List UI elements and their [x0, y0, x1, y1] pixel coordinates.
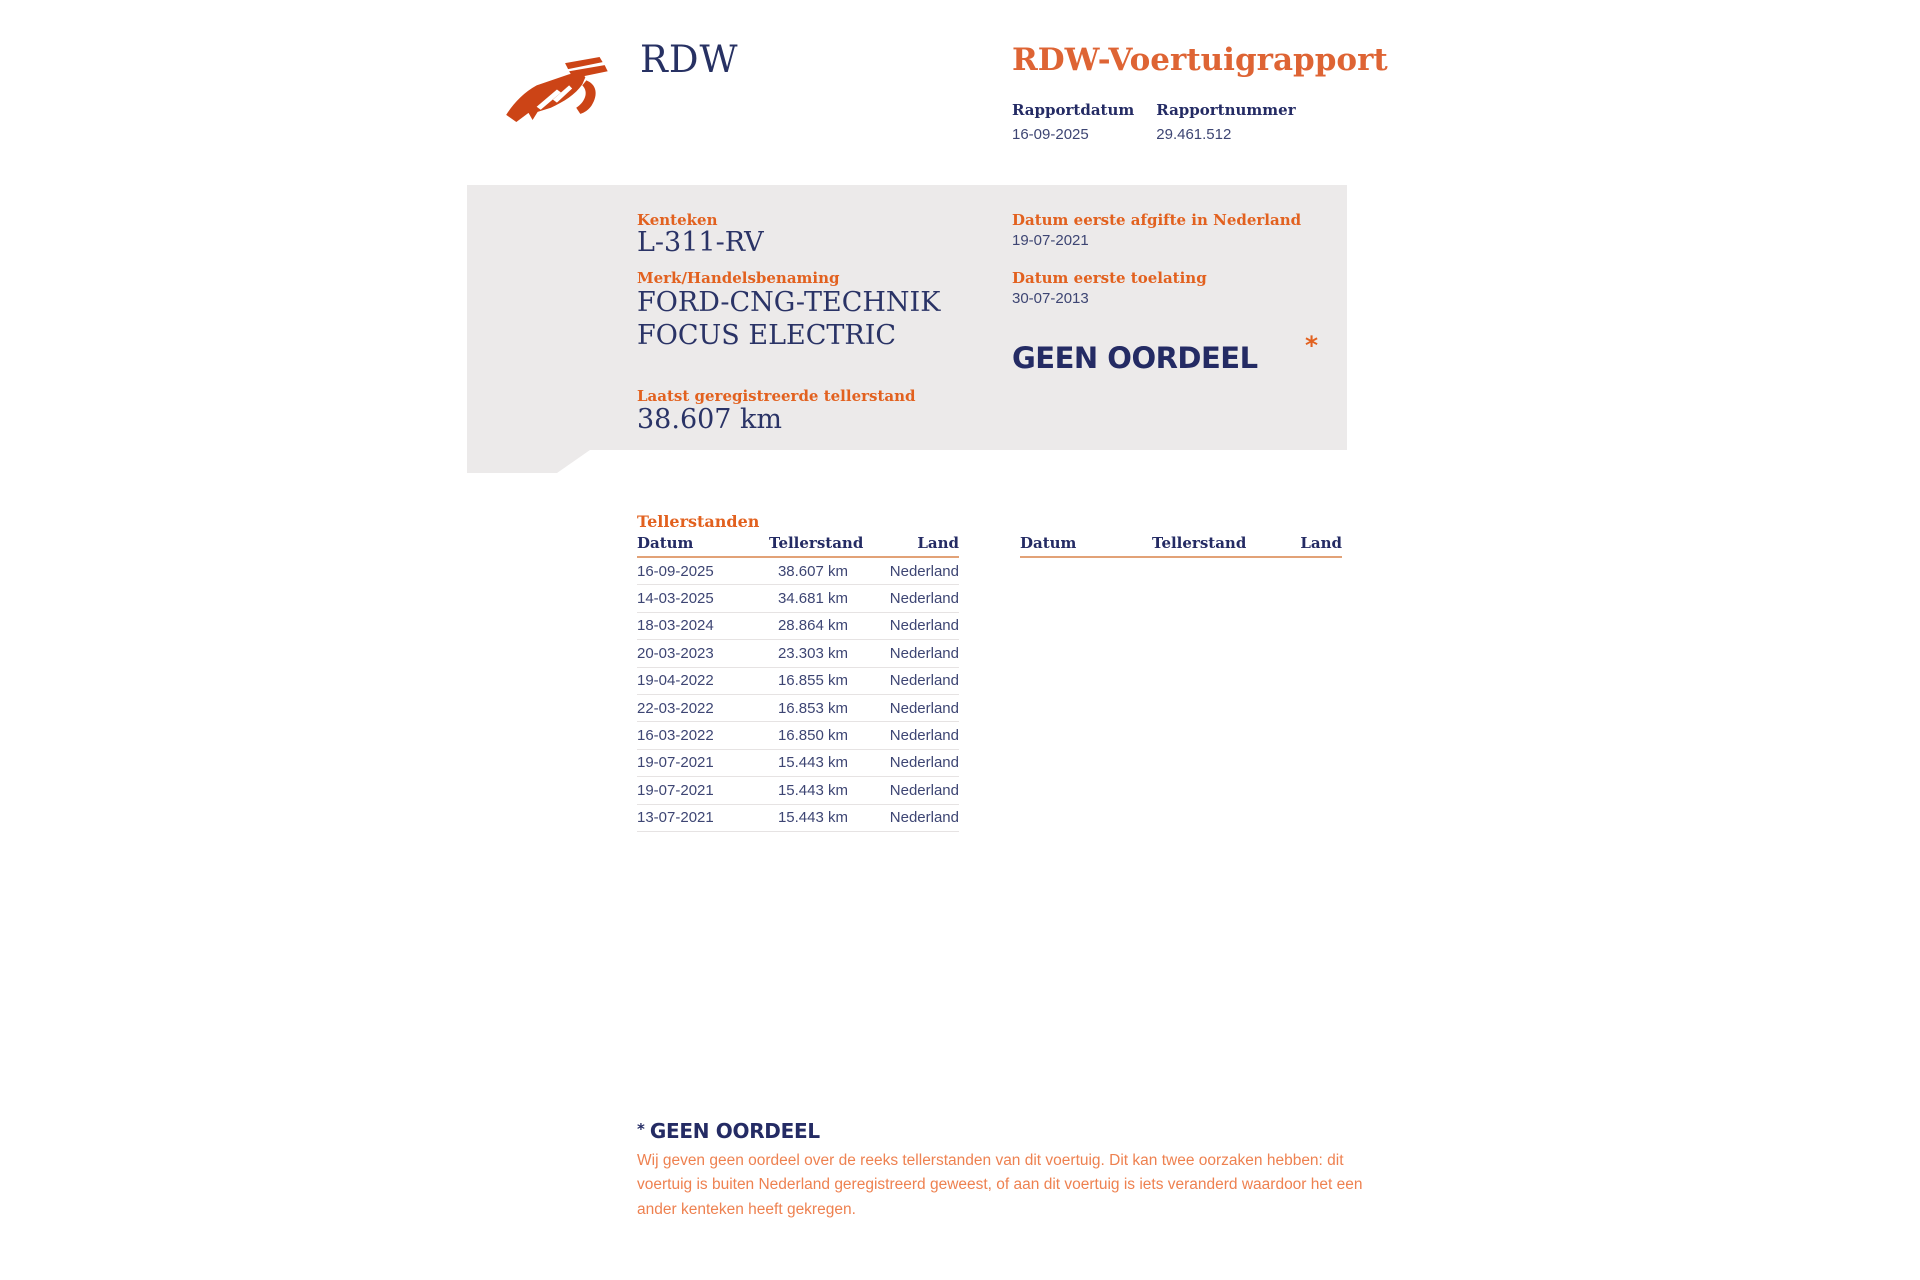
- column-header-datum: Datum: [637, 534, 694, 552]
- rdw-logo-icon: [504, 57, 618, 124]
- report-number-value: 29.461.512: [1156, 126, 1232, 143]
- footnote-asterisk: *: [637, 1120, 645, 1138]
- tellerstanden-table: [637, 534, 959, 832]
- oordeel-asterisk: *: [1305, 331, 1319, 360]
- table-cell: Nederland: [889, 699, 959, 717]
- merk-value-line1: FORD-CNG-TECHNIK: [637, 287, 941, 318]
- merk-value-line2: FOCUS ELECTRIC: [637, 320, 897, 351]
- footnote-title: GEEN OORDEEL: [649, 1119, 820, 1143]
- table-cell: Nederland: [889, 562, 959, 580]
- tellerstand-value: 38.607 km: [637, 404, 783, 435]
- table-cell: Nederland: [889, 617, 959, 635]
- table-body: [637, 558, 959, 832]
- table-cell: 16.855 km: [777, 672, 848, 690]
- table-row: [637, 695, 959, 722]
- table-header-row: [1020, 534, 1342, 558]
- report-date-label: Rapportdatum: [1012, 101, 1135, 119]
- afgifte-label: Datum eerste afgifte in Nederland: [1012, 211, 1302, 229]
- report-date-value: 16-09-2025: [1012, 126, 1089, 143]
- table-cell: 15.443 km: [777, 781, 848, 799]
- page-title: RDW-Voertuigrapport: [1012, 42, 1388, 78]
- table-cell: 13-07-2021: [637, 809, 714, 827]
- table-cell: 15.443 km: [777, 809, 848, 827]
- table-cell: 28.864 km: [777, 617, 848, 635]
- table-cell: 15.443 km: [777, 754, 848, 772]
- table-cell: 19-07-2021: [637, 781, 714, 799]
- footnote-heading: [637, 1119, 820, 1143]
- table-cell: 22-03-2022: [637, 699, 714, 717]
- column-header-tellerstand: Tellerstand: [1152, 534, 1247, 552]
- table-header-row: [637, 534, 959, 558]
- table-cell: Nederland: [889, 727, 959, 745]
- table-row: [637, 585, 959, 612]
- tellerstand-label: Laatst geregistreerde tellerstand: [637, 387, 916, 405]
- table-cell: 14-03-2025: [637, 590, 714, 608]
- tellerstanden-table-secondary: [1020, 534, 1342, 558]
- table-cell: 34.681 km: [777, 590, 848, 608]
- column-header-land: Land: [917, 534, 959, 552]
- table-row: [637, 668, 959, 695]
- afgifte-value: 19-07-2021: [1012, 232, 1089, 249]
- report-date-group: [1012, 101, 1134, 143]
- table-row: [637, 613, 959, 640]
- report-number-label: Rapportnummer: [1156, 101, 1296, 119]
- merk-label: Merk/Handelsbenaming: [637, 269, 840, 287]
- table-row: [637, 805, 959, 832]
- toelating-value: 30-07-2013: [1012, 290, 1089, 307]
- table-row: [637, 558, 959, 585]
- kenteken-label: Kenteken: [637, 211, 718, 229]
- table-cell: 16-09-2025: [637, 562, 714, 580]
- table-row: [637, 750, 959, 777]
- column-header-land: Land: [1300, 534, 1342, 552]
- vehicle-summary-box: [467, 185, 1347, 450]
- toelating-label: Datum eerste toelating: [1012, 269, 1207, 287]
- table-cell: Nederland: [889, 590, 959, 608]
- table-cell: Nederland: [889, 644, 959, 662]
- table-cell: 16.850 km: [777, 727, 848, 745]
- table-cell: Nederland: [889, 754, 959, 772]
- oordeel-status: GEEN OORDEEL: [1012, 341, 1258, 375]
- summary-box-tail: [467, 450, 590, 473]
- table-row: [637, 722, 959, 749]
- table-cell: Nederland: [889, 781, 959, 799]
- table-cell: 20-03-2023: [637, 644, 714, 662]
- table-cell: 19-04-2022: [637, 672, 714, 690]
- column-header-tellerstand: Tellerstand: [769, 534, 864, 552]
- table-cell: 38.607 km: [777, 562, 848, 580]
- table-row: [637, 777, 959, 804]
- footnote-body: Wij geven geen oordeel over de reeks tellerstanden van dit voertuig. Dit kan twee oorzaken hebben: dit voertuig is buiten Nederland geregistreerd geweest, of aan dit voertuig is iets veranderd waardoor het een ander kenteken heeft gekregen.: [637, 1152, 1363, 1218]
- report-number-group: [1156, 101, 1295, 143]
- report-meta: [1012, 101, 1318, 143]
- table-cell: Nederland: [889, 672, 959, 690]
- table-cell: 18-03-2024: [637, 617, 714, 635]
- table-cell: Nederland: [889, 809, 959, 827]
- column-header-datum: Datum: [1020, 534, 1077, 552]
- table-row: [637, 640, 959, 667]
- tellerstanden-heading: Tellerstanden: [637, 512, 760, 531]
- kenteken-value: L-311-RV: [637, 227, 764, 258]
- rdw-wordmark: RDW: [640, 38, 739, 81]
- table-cell: 16-03-2022: [637, 727, 714, 745]
- table-cell: 23.303 km: [777, 644, 848, 662]
- table-cell: 16.853 km: [777, 699, 848, 717]
- table-cell: 19-07-2021: [637, 754, 714, 772]
